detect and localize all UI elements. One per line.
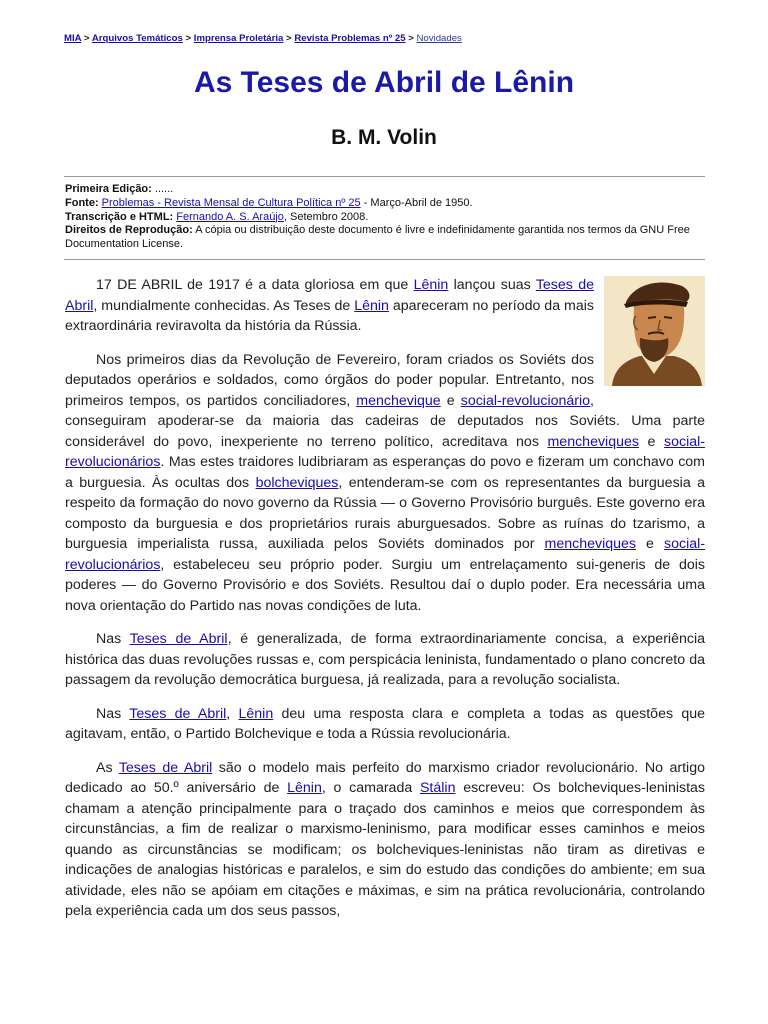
text: deu uma resposta clara e completa a todas as questões que agitavam, então, o Partido Bolchevique e toda a Rússia revolucionária.: [65, 705, 706, 742]
author-name: B. M. Volin: [331, 126, 437, 149]
breadcrumb-link-revista[interactable]: Revista Problemas nº 25: [294, 33, 406, 44]
link-bolcheviques[interactable]: bolcheviques: [255, 474, 339, 491]
breadcrumb-separator: >: [83, 33, 90, 44]
text: , o camarada: [321, 780, 420, 796]
link-mencheviques[interactable]: mencheviques: [544, 536, 636, 552]
text: lançou suas: [448, 277, 536, 293]
paragraph-2: [65, 350, 705, 617]
meta-source: [65, 197, 705, 211]
text: Nas: [96, 631, 130, 647]
text: . Mas estes traidores ludibriaram as esperanças do povo e fizeram um conchavo com a burguesia. Às ocultas dos: [65, 454, 705, 491]
divider-top: [64, 176, 705, 177]
breadcrumb-link-imprensa[interactable]: Imprensa Proletária: [193, 33, 284, 44]
meta-rights-value: A cópia ou distribuição deste documento é livre e indefinidamente garantida nos termos da GNU Free Documentation License.: [65, 224, 690, 251]
link-social-revolucionarios[interactable]: social-revolucionários: [65, 536, 705, 573]
text: Nas: [96, 705, 130, 722]
metadata-block: [65, 183, 705, 252]
divider-bottom: [64, 259, 705, 260]
meta-transcription-link[interactable]: Fernando A. S. Araújo: [176, 210, 284, 223]
link-teses-de-abril[interactable]: Teses de Abril: [118, 759, 213, 776]
text: são o modelo mais perfeito do marxismo criador revolucionário. No artigo dedicado ao 50.º aniversário de: [65, 759, 705, 796]
text: , estabeleceu seu próprio poder. Surgiu um entrelaçamento sui-generis de dois poderes — do Governo Provisório e dos Soviéts. Resultou daí o duplo poder. Era necessária uma nova orientação do Partido nas novas condições de luta.: [65, 556, 705, 614]
text: , é generalizada, de forma extraordinariamente concisa, a experiência histórica das duas revoluções russas e, com perspicácia leninista, fundamentado o plano concreto da passagem da revolução democrática burguesa, já realizada, para a revolução socialista.: [65, 631, 705, 688]
link-lenin[interactable]: Lênin: [238, 705, 274, 722]
link-teses-de-abril[interactable]: Teses de Abril: [65, 277, 594, 314]
text: e: [636, 536, 664, 552]
lenin-portrait-image: [604, 276, 705, 386]
meta-rights-label: Direitos de Reprodução:: [65, 224, 193, 237]
text: , entenderam-se com os representantes da burguesia a respeito da formação do novo governo da Rússia — o Governo Provisório burguês. Este governo era composto da burguesia e dos proprietários rurais aburguesados. Sobre as ruínas do tzarismo, a burguesia imperialista russa, auxiliada pelos Soviéts dominados por: [65, 474, 706, 552]
meta-source-label: Fonte:: [65, 196, 99, 209]
meta-transcription-rest: , Setembro 2008.: [283, 210, 369, 223]
meta-edition-label: Primeira Edição:: [65, 183, 152, 195]
text: Nos primeiros dias da Revolução de Fevereiro, foram criados os Soviéts dos deputados operários e soldados, como órgãos do poder popular. Entretanto, nos primeiros tempos, os partidos conciliadores,: [65, 351, 594, 409]
text: apareceram no período da mais extraordinária reviravolta da história da Rússia.: [65, 297, 594, 334]
meta-source-link[interactable]: Problemas - Revista Mensal de Cultura Política nº 25: [101, 196, 361, 209]
link-mencheviques[interactable]: mencheviques: [547, 433, 639, 450]
link-stalin[interactable]: Stálin: [419, 780, 456, 796]
paragraph-4: [65, 704, 705, 745]
meta-rights: [65, 224, 705, 252]
link-lenin[interactable]: Lênin: [413, 277, 449, 293]
breadcrumb-separator: >: [185, 33, 192, 44]
text: 17 DE ABRIL de 1917 é a data gloriosa em que: [96, 277, 414, 293]
meta-edition: [65, 183, 705, 197]
link-menchevique[interactable]: menchevique: [356, 392, 441, 409]
breadcrumb: [64, 33, 462, 44]
breadcrumb-separator: >: [408, 33, 414, 44]
meta-source-rest: - Março-Abril de 1950.: [363, 196, 473, 209]
link-teses-de-abril[interactable]: Teses de Abril: [129, 631, 228, 647]
meta-transcription: [65, 211, 705, 225]
text: ,: [226, 705, 239, 722]
link-social-revolucionario[interactable]: social-revolucionário: [460, 392, 591, 409]
breadcrumb-link-novidades[interactable]: Novidades: [416, 33, 462, 44]
breadcrumb-link-mia[interactable]: MIA: [64, 33, 82, 44]
meta-transcription-label: Transcrição e HTML:: [65, 210, 174, 223]
text: escreveu: Os bolcheviques-leninistas chamam a atenção principalmente para o traçado dos caminhos e meios que correspondem às circunstâncias, a fim de realizar o marxismo-leninismo, para modificar esses caminhos e meios quando as circunstâncias se modificam; os bolcheviques-leninistas não tiram as diretivas e indicações de analogias históricas e paralelos, e sim do estudo das condições do ambiente; em sua atividade, eles não se apóiam em citações e máximas, e sim na prática revolucionária, controlando pela experiência cada um dos seus passos,: [65, 780, 705, 919]
article-body: [65, 275, 705, 935]
breadcrumb-link-arquivos[interactable]: Arquivos Temáticos: [91, 33, 183, 44]
text: e: [638, 433, 665, 450]
meta-edition-value: ......: [154, 183, 174, 195]
page-title: As Teses de Abril de Lênin: [193, 66, 575, 99]
link-teses-de-abril[interactable]: Teses de Abril: [129, 705, 227, 722]
link-lenin[interactable]: Lênin: [354, 297, 389, 314]
link-lenin[interactable]: Lênin: [287, 780, 322, 796]
text: , mundialmente conhecidas. As Teses de: [93, 297, 355, 314]
text: As: [96, 759, 119, 776]
paragraph-3: [65, 629, 705, 691]
text: e: [440, 392, 461, 409]
link-social-revolucionarios[interactable]: social-revolucionários: [65, 433, 706, 470]
breadcrumb-separator: >: [286, 33, 292, 44]
text: , conseguiram apoderar-se da maioria das cadeiras de deputados nos Soviéts. Uma parte considerável do povo, inexperiente no terreno político, acreditava nos: [65, 392, 705, 450]
paragraph-5: [65, 758, 705, 922]
